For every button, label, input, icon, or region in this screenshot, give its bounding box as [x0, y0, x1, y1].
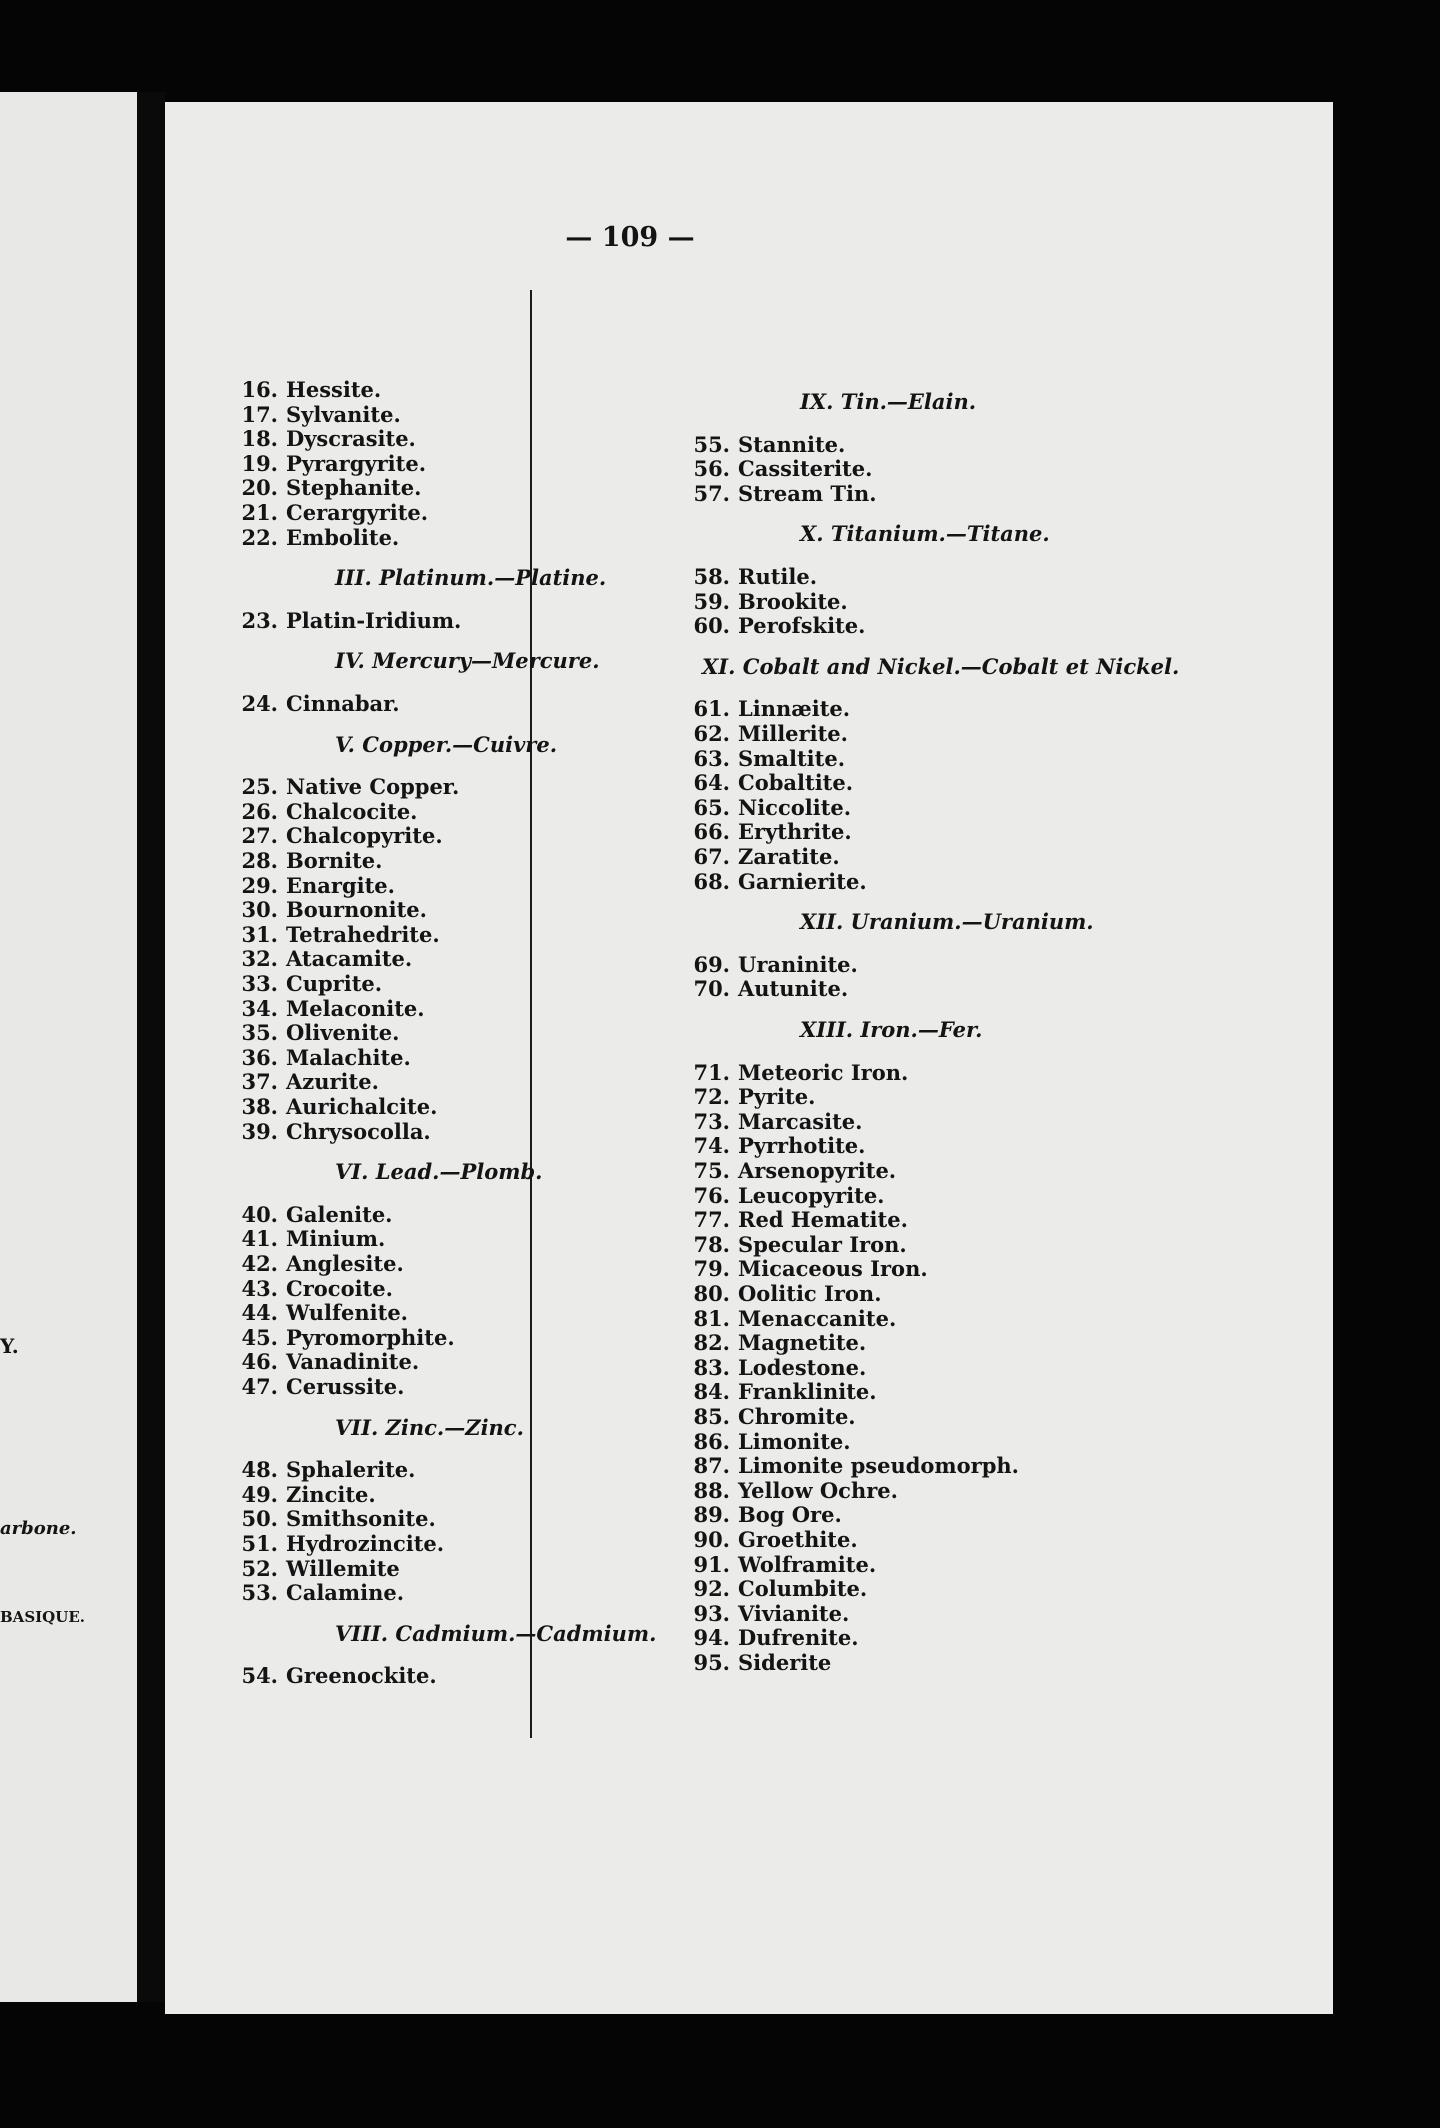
- column-divider: [530, 290, 532, 1738]
- entry-number: 46.: [241, 1349, 278, 1375]
- entry-name: Rutile.: [738, 564, 818, 589]
- entry-number: 85.: [693, 1404, 730, 1429]
- entry-number: 24.: [241, 691, 278, 716]
- entry-number: 66.: [693, 819, 730, 845]
- entry-name: Zincite.: [286, 1481, 376, 1507]
- mineral-entry: [238, 1581, 404, 1605]
- entry-name: Cerussite.: [286, 1374, 405, 1399]
- mineral-entry: [690, 482, 877, 506]
- entry-number: 91.: [693, 1551, 730, 1577]
- entry-name: Vanadinite.: [286, 1349, 420, 1375]
- section-heading: VII. Zinc.—Zinc.: [335, 1414, 524, 1440]
- mineral-entry: [238, 1227, 385, 1251]
- entry-number: 44.: [241, 1300, 278, 1326]
- entry-number: 94.: [693, 1625, 730, 1651]
- left-page-edge: [0, 92, 137, 2002]
- entry-name: Atacamite.: [286, 946, 413, 972]
- entry-number: 41.: [241, 1226, 278, 1252]
- entry-number: 48.: [241, 1457, 278, 1483]
- mineral-entry: [238, 972, 382, 996]
- mineral-entry: [238, 947, 412, 971]
- mineral-entry: [690, 1134, 865, 1158]
- entry-number: 61.: [693, 696, 730, 722]
- mineral-entry: [238, 1095, 437, 1119]
- entry-name: Sphalerite.: [286, 1457, 416, 1483]
- mineral-entry: [690, 845, 840, 869]
- entry-name: Chromite.: [738, 1404, 856, 1429]
- entry-name: Micaceous Iron.: [738, 1256, 928, 1282]
- mineral-entry: [238, 1021, 399, 1045]
- entry-name: Bornite.: [286, 848, 383, 873]
- entry-name: Cobaltite.: [738, 770, 854, 796]
- mineral-entry: [690, 870, 867, 894]
- mineral-entry: [238, 923, 440, 947]
- entry-number: 92.: [693, 1576, 730, 1602]
- entry-name: Embolite.: [286, 524, 400, 550]
- mineral-entry: [690, 1577, 867, 1601]
- mineral-entry: [238, 824, 443, 848]
- entry-number: 20.: [241, 475, 278, 501]
- mineral-entry: [690, 1061, 908, 1085]
- mineral-entry: [238, 1203, 393, 1227]
- entry-name: Melaconite.: [286, 995, 425, 1021]
- entry-number: 53.: [241, 1580, 278, 1606]
- entry-name: Cinnabar.: [286, 691, 400, 716]
- entry-number: 32.: [241, 946, 278, 972]
- mineral-entry: [238, 1120, 431, 1144]
- entry-number: 71.: [693, 1059, 730, 1085]
- entry-name: Menaccanite.: [738, 1305, 897, 1331]
- entry-name: Groethite.: [738, 1527, 858, 1552]
- entry-number: 23.: [241, 607, 278, 633]
- mineral-entry: [690, 1430, 851, 1454]
- mineral-entry: [238, 874, 395, 898]
- entry-name: Wolframite.: [738, 1551, 877, 1577]
- entry-name: Franklinite.: [738, 1379, 877, 1405]
- entry-name: Pyrite.: [738, 1084, 816, 1110]
- mineral-entry: [690, 1208, 908, 1232]
- entry-name: Tetrahedrite.: [286, 921, 440, 947]
- entry-number: 27.: [241, 823, 278, 849]
- entry-name: Minium.: [286, 1226, 386, 1252]
- entry-number: 16.: [241, 377, 278, 402]
- section-heading: IV. Mercury—Mercure.: [335, 648, 600, 674]
- mineral-entry: [238, 898, 427, 922]
- mineral-entry: [238, 378, 381, 402]
- entry-name: Enargite.: [286, 872, 395, 898]
- mineral-entry: [238, 609, 461, 633]
- entry-name: Greenockite.: [286, 1663, 437, 1689]
- entry-number: 93.: [693, 1600, 730, 1626]
- mineral-entry: [690, 796, 851, 820]
- mineral-entry: [690, 1184, 885, 1208]
- mineral-entry: [690, 1110, 862, 1134]
- entry-name: Uraninite.: [738, 951, 858, 977]
- entry-number: 54.: [241, 1663, 278, 1689]
- mineral-entry: [690, 433, 845, 457]
- entry-number: 62.: [693, 721, 730, 746]
- entry-number: 72.: [693, 1084, 730, 1110]
- entry-name: Limonite pseudomorph.: [738, 1453, 1019, 1479]
- entry-number: 79.: [693, 1256, 730, 1282]
- mineral-entry: [690, 1503, 842, 1527]
- entry-number: 19.: [241, 450, 278, 476]
- entry-number: 39.: [241, 1118, 278, 1144]
- entry-name: Lodestone.: [738, 1354, 867, 1380]
- entry-name: Specular Iron.: [738, 1231, 907, 1257]
- mineral-entry: [238, 1301, 408, 1325]
- entry-name: Stephanite.: [286, 475, 422, 501]
- left-page-fragment: arbone.: [0, 1518, 77, 1539]
- mineral-entry: [690, 1380, 877, 1404]
- entry-name: Chalcopyrite.: [286, 823, 443, 849]
- entry-name: Bournonite.: [286, 897, 427, 923]
- entry-name: Chrysocolla.: [286, 1118, 431, 1144]
- entry-number: 88.: [693, 1477, 730, 1503]
- entry-number: 55.: [693, 431, 730, 457]
- section-heading: X. Titanium.—Titane.: [800, 521, 1050, 547]
- mineral-entry: [690, 457, 872, 481]
- mineral-entry: [690, 1159, 896, 1183]
- mineral-entry: [690, 1257, 928, 1281]
- entry-number: 35.: [241, 1020, 278, 1046]
- entry-number: 89.: [693, 1502, 730, 1528]
- entry-number: 68.: [693, 868, 730, 894]
- entry-number: 43.: [241, 1275, 278, 1301]
- entry-name: Wulfenite.: [286, 1300, 408, 1326]
- entry-name: Crocoite.: [286, 1275, 393, 1301]
- entry-number: 76.: [693, 1182, 730, 1208]
- entry-number: 87.: [693, 1453, 730, 1479]
- entry-number: 82.: [693, 1330, 730, 1356]
- entry-number: 73.: [693, 1108, 730, 1134]
- entry-name: Garnierite.: [738, 868, 867, 894]
- entry-number: 52.: [241, 1555, 278, 1581]
- entry-name: Marcasite.: [738, 1108, 863, 1134]
- mineral-entry: [690, 953, 858, 977]
- section-heading: V. Copper.—Cuivre.: [335, 731, 558, 757]
- entry-name: Siderite: [738, 1650, 832, 1675]
- mineral-entry: [690, 1356, 866, 1380]
- entry-name: Linnæite.: [738, 696, 851, 722]
- mineral-entry: [690, 1405, 856, 1429]
- mineral-entry: [238, 1483, 376, 1507]
- entry-number: 80.: [693, 1281, 730, 1306]
- mineral-entry: [238, 1277, 393, 1301]
- mineral-entry: [238, 849, 382, 873]
- entry-name: Cuprite.: [286, 971, 383, 996]
- mineral-entry: [238, 1046, 411, 1070]
- entry-number: 37.: [241, 1069, 278, 1095]
- entry-name: Sylvanite.: [286, 401, 401, 427]
- mineral-entry: [690, 977, 848, 1001]
- entry-number: 63.: [693, 745, 730, 771]
- entry-number: 56.: [693, 456, 730, 482]
- entry-name: Columbite.: [738, 1576, 868, 1602]
- mineral-entry: [238, 997, 425, 1021]
- mineral-entry: [238, 501, 428, 525]
- entry-number: 83.: [693, 1354, 730, 1380]
- entry-name: Bog Ore.: [738, 1502, 842, 1528]
- mineral-entry: [238, 1532, 444, 1556]
- entry-name: Red Hematite.: [738, 1207, 908, 1233]
- entry-number: 90.: [693, 1527, 730, 1552]
- entry-number: 31.: [241, 921, 278, 947]
- entry-name: Pyromorphite.: [286, 1324, 455, 1350]
- entry-name: Zaratite.: [738, 844, 840, 869]
- entry-number: 84.: [693, 1379, 730, 1405]
- entry-number: 57.: [693, 480, 730, 506]
- entry-number: 28.: [241, 848, 278, 873]
- entry-name: Brookite.: [738, 588, 848, 614]
- mineral-entry: [238, 452, 426, 476]
- mineral-entry: [238, 1557, 400, 1581]
- entry-number: 70.: [693, 976, 730, 1002]
- entry-name: Perofskite.: [738, 613, 866, 639]
- entry-name: Cassiterite.: [738, 456, 873, 482]
- mineral-entry: [238, 1375, 404, 1399]
- entry-number: 78.: [693, 1231, 730, 1257]
- mineral-entry: [238, 1458, 415, 1482]
- entry-name: Aurichalcite.: [286, 1094, 438, 1119]
- page-number: — 109 —: [565, 222, 695, 253]
- mineral-entry: [238, 1070, 379, 1094]
- entry-number: 67.: [693, 844, 730, 869]
- mineral-entry: [238, 427, 416, 451]
- entry-name: Pyrargyrite.: [286, 450, 427, 476]
- mineral-entry: [690, 1331, 866, 1355]
- entry-name: Azurite.: [286, 1069, 379, 1095]
- entry-number: 26.: [241, 798, 278, 824]
- entry-name: Magnetite.: [738, 1330, 867, 1356]
- section-heading: XI. Cobalt and Nickel.—Cobalt et Nickel.: [702, 653, 1180, 679]
- mineral-entry: [690, 1233, 907, 1257]
- mineral-entry: [690, 590, 848, 614]
- entry-name: Meteoric Iron.: [738, 1059, 909, 1085]
- section-heading: IX. Tin.—Elain.: [800, 389, 977, 414]
- mineral-entry: [690, 1626, 859, 1650]
- entry-name: Vivianite.: [738, 1600, 850, 1626]
- entry-number: 50.: [241, 1506, 278, 1532]
- entry-number: 75.: [693, 1158, 730, 1183]
- section-heading: VIII. Cadmium.—Cadmium.: [335, 1620, 657, 1646]
- entry-name: Stream Tin.: [738, 480, 877, 506]
- entry-name: Native Copper.: [286, 774, 460, 800]
- entry-number: 77.: [693, 1207, 730, 1233]
- entry-number: 38.: [241, 1094, 278, 1119]
- entry-name: Hessite.: [286, 377, 382, 402]
- mineral-entry: [238, 800, 418, 824]
- mineral-entry: [690, 565, 817, 589]
- entry-name: Leucopyrite.: [738, 1182, 885, 1208]
- entry-name: Olivenite.: [286, 1020, 400, 1046]
- entry-number: 69.: [693, 951, 730, 977]
- entry-name: Millerite.: [738, 721, 848, 746]
- entry-name: Dyscrasite.: [286, 426, 416, 452]
- entry-number: 64.: [693, 770, 730, 796]
- entry-name: Cerargyrite.: [286, 500, 429, 525]
- entry-number: 51.: [241, 1531, 278, 1556]
- section-heading: XII. Uranium.—Uranium.: [800, 909, 1094, 935]
- entry-number: 18.: [241, 426, 278, 452]
- entry-name: Platin-Iridium.: [286, 607, 462, 633]
- mineral-entry: [238, 1664, 437, 1688]
- entry-number: 34.: [241, 995, 278, 1021]
- entry-name: Anglesite.: [286, 1251, 404, 1276]
- entry-number: 81.: [693, 1305, 730, 1331]
- mineral-entry: [238, 1507, 436, 1531]
- entry-number: 21.: [241, 500, 278, 525]
- entry-name: Limonite.: [738, 1428, 851, 1454]
- entry-number: 29.: [241, 872, 278, 898]
- mineral-entry: [690, 1307, 896, 1331]
- section-heading: XIII. Iron.—Fer.: [800, 1017, 983, 1042]
- mineral-entry: [690, 1282, 882, 1306]
- section-heading: III. Platinum.—Platine.: [335, 565, 607, 591]
- entry-name: Niccolite.: [738, 794, 852, 820]
- mineral-entry: [690, 1651, 831, 1675]
- mineral-entry: [690, 1454, 1019, 1478]
- mineral-entry: [238, 403, 401, 427]
- entry-number: 74.: [693, 1133, 730, 1159]
- mineral-entry: [690, 1085, 815, 1109]
- entry-name: Willemite: [286, 1555, 400, 1581]
- mineral-entry: [690, 1528, 858, 1552]
- left-page-fragment: Y.: [0, 1334, 19, 1358]
- entry-name: Autunite.: [738, 976, 849, 1002]
- entry-name: Oolitic Iron.: [738, 1281, 882, 1306]
- entry-number: 22.: [241, 524, 278, 550]
- entry-number: 45.: [241, 1324, 278, 1350]
- mineral-entry: [238, 1252, 404, 1276]
- entry-number: 86.: [693, 1428, 730, 1454]
- entry-number: 17.: [241, 401, 278, 427]
- mineral-entry: [690, 1602, 849, 1626]
- entry-name: Hydrozincite.: [286, 1531, 445, 1556]
- entry-number: 65.: [693, 794, 730, 820]
- entry-number: 25.: [241, 774, 278, 800]
- mineral-entry: [690, 771, 853, 795]
- entry-number: 30.: [241, 897, 278, 923]
- entry-number: 42.: [241, 1251, 278, 1276]
- entry-name: Stannite.: [738, 431, 846, 457]
- entry-number: 59.: [693, 588, 730, 614]
- book-gutter: [137, 92, 165, 2002]
- entry-number: 40.: [241, 1201, 278, 1227]
- entry-number: 95.: [693, 1650, 730, 1675]
- mineral-entry: [238, 775, 459, 799]
- entry-number: 47.: [241, 1374, 278, 1399]
- entry-name: Malachite.: [286, 1044, 411, 1070]
- entry-name: Smaltite.: [738, 745, 846, 771]
- entry-number: 58.: [693, 564, 730, 589]
- mineral-entry: [238, 476, 421, 500]
- entry-name: Yellow Ochre.: [738, 1477, 898, 1503]
- entry-number: 60.: [693, 613, 730, 639]
- entry-number: 33.: [241, 971, 278, 996]
- entry-name: Galenite.: [286, 1201, 393, 1227]
- mineral-entry: [690, 1553, 876, 1577]
- mineral-entry: [238, 526, 399, 550]
- mineral-entry: [690, 697, 850, 721]
- mineral-entry: [690, 1479, 898, 1503]
- entry-number: 49.: [241, 1481, 278, 1507]
- mineral-entry: [690, 722, 848, 746]
- mineral-entry: [690, 747, 845, 771]
- section-heading: VI. Lead.—Plomb.: [335, 1159, 543, 1185]
- left-page-fragment: BASIQUE.: [0, 1608, 85, 1626]
- entry-name: Pyrrhotite.: [738, 1133, 866, 1159]
- entry-name: Smithsonite.: [286, 1506, 436, 1532]
- entry-name: Erythrite.: [738, 819, 852, 845]
- entry-number: 36.: [241, 1044, 278, 1070]
- mineral-entry: [238, 692, 400, 716]
- mineral-entry: [690, 820, 852, 844]
- entry-name: Chalcocite.: [286, 798, 418, 824]
- entry-name: Arsenopyrite.: [738, 1158, 897, 1183]
- mineral-entry: [690, 614, 865, 638]
- mineral-entry: [238, 1326, 455, 1350]
- entry-name: Calamine.: [286, 1580, 405, 1606]
- entry-name: Dufrenite.: [738, 1625, 859, 1651]
- mineral-entry: [238, 1350, 419, 1374]
